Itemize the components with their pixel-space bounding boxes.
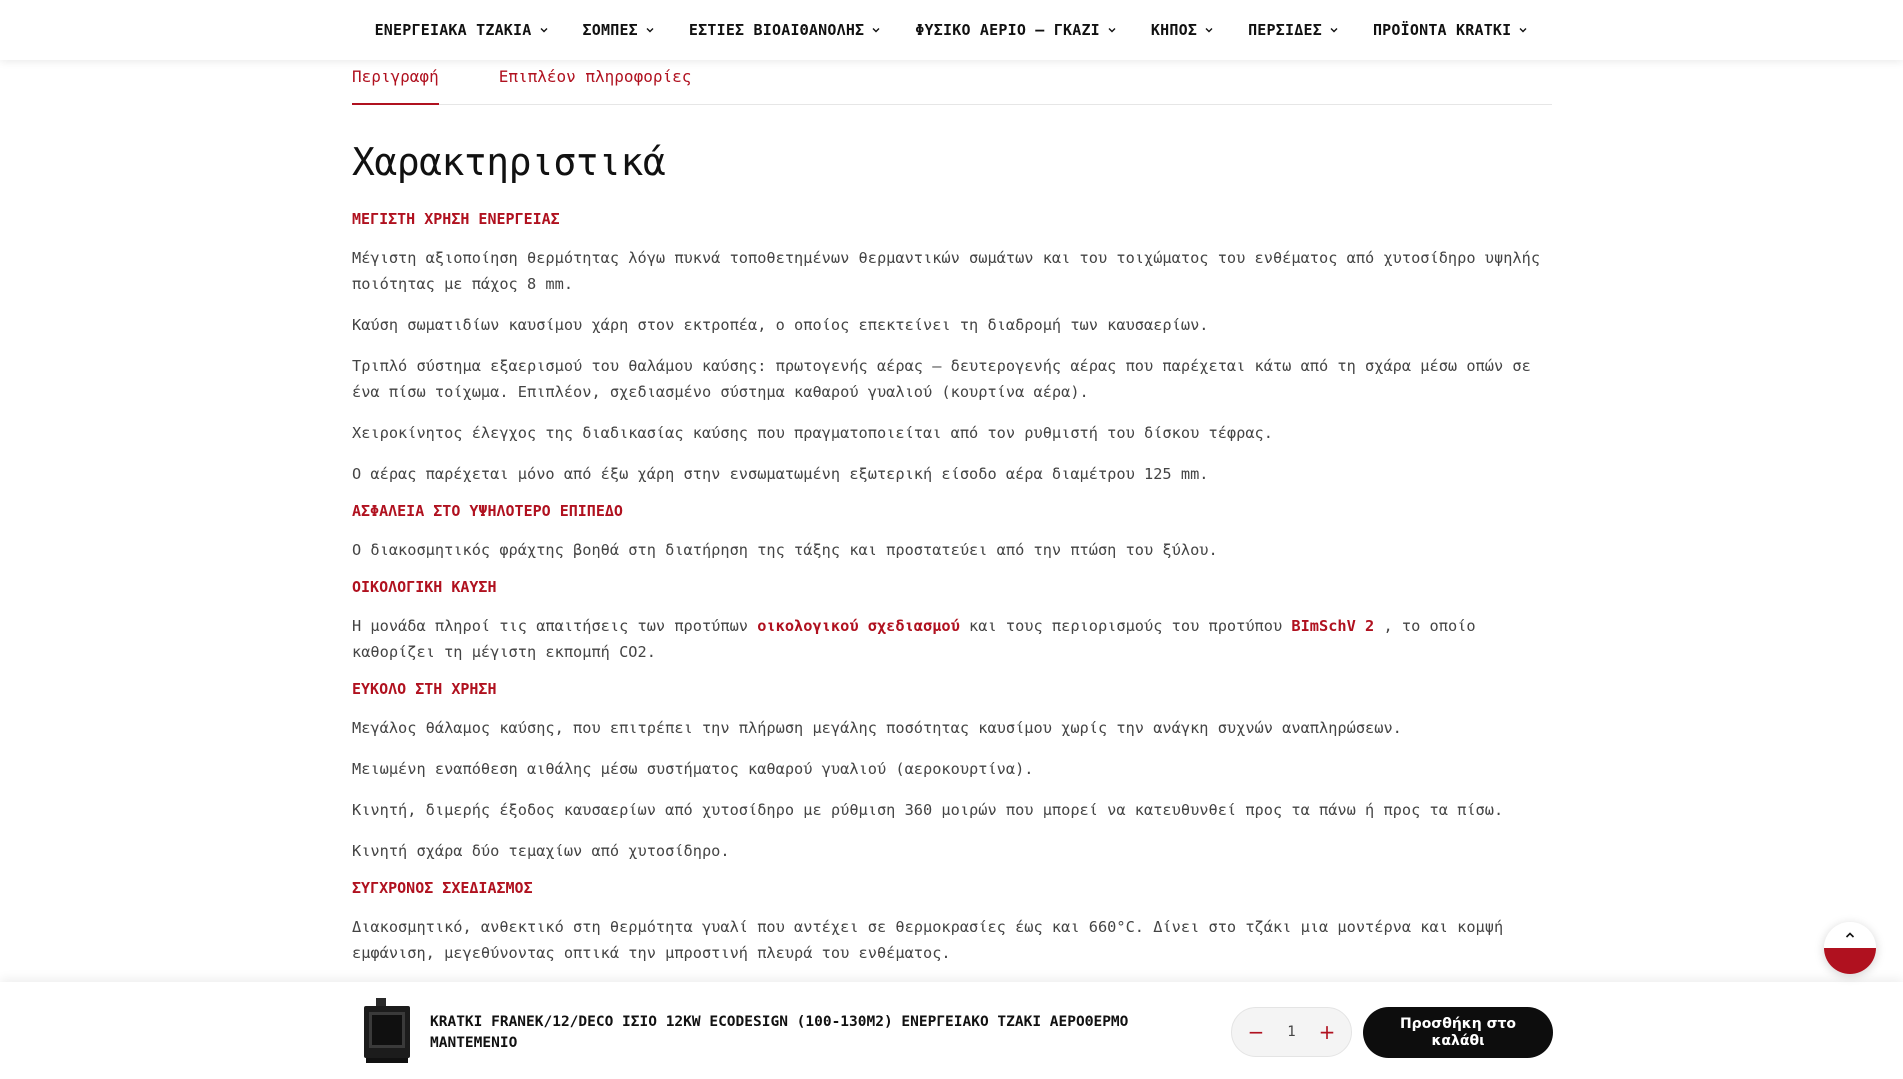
bimschv-link[interactable]: BImSchV 2 [1291,617,1375,635]
paragraph: Καύση σωματιδίων καυσίμου χάρη στον εκτροπέα, ο οποίος επεκτείνει τη διαδρομή των καυσαερίων. [352,316,1209,334]
nav-item-stoves[interactable] [566,21,672,39]
sticky-add-to-cart-bar [0,982,1903,1079]
paragraph: Κινητή, διμερής έξοδος καυσαερίων από χυτοσίδηρο με ρύθμιση 360 μοιρών που μπορεί να κατευθυνθεί προς τα πάνω ή προς τα πίσω. [352,801,1504,819]
chevron-down-icon [1204,25,1214,35]
nav-item-bioethanol[interactable] [672,21,898,39]
text-segment: και τους περιορισμούς του προτύπου [959,617,1292,635]
quantity-input[interactable] [1277,1024,1307,1040]
decrease-quantity-button[interactable]: − [1247,1020,1265,1044]
paragraph: Ο αέρας παρέχεται μόνο από έξω χάρη στην ενσωματωμένη εξωτερική είσοδο αέρα διαμέτρου 125 mm. [352,465,1209,483]
paragraph: Διακοσμητικό, ανθεκτικό στη θερμότητα γυαλί που αντέχει σε θερμοκρασίες έως και 660°C. Δίνει στο τζάκι μια μοντέρνα και κομψή εμφάνιση, μεγεθύνοντας οπτικά την μπροστινή πλευρά του ενθέματος. [352,918,1504,962]
paragraph-ecodesign [352,613,1552,665]
nav-item-label: ΕΝΕΡΓΕΙΑΚΑ ΤΖΑΚΙΑ [374,21,532,39]
section-title-energy: ΜΕΓΙΣΤΗ ΧΡΗΣΗ ΕΝΕΡΓΕΙΑΣ [352,210,560,228]
chevron-down-icon [1518,25,1528,35]
paragraph: Μεγάλος θάλαμος καύσης, που επιτρέπει την πλήρωση μεγάλης ποσότητας καυσίμου χωρίς την ανάγκη συχνών αναπληρώσεων. [352,719,1402,737]
nav-item-label: ΚΗΠΟΣ [1150,21,1198,39]
paragraph: Τριπλό σύστημα εξαερισμού του θαλάμου καύσης: πρωτογενής αέρας – δευτερογενής αέρας που παρέχεται κάτω από τη σχάρα μέσω οπών σε ένα πίσω τοίχωμα. Επιπλέον, σχεδιασμένο σύστημα καθαρού γυαλιού (κουρτίνα αέρα). [352,357,1531,401]
nav-item-energy-fireplaces[interactable] [358,21,566,39]
chevron-down-icon [1329,25,1339,35]
section-title-easy-use: ΕΥΚΟΛΟ ΣΤΗ ΧΡΗΣΗ [352,680,497,698]
section-title-safety: ΑΣΦΑΛΕΙΑ ΣΤΟ ΥΨΗΛΟΤΕΡΟ ΕΠΙΠΕΔΟ [352,502,623,520]
nav-item-label: ΠΕΡΣΙΔΕΣ [1248,21,1322,39]
nav-item-blinds[interactable] [1231,21,1356,39]
product-thumbnail [358,996,416,1064]
add-to-cart-button[interactable]: Προσθήκη στο καλάθι [1363,1007,1553,1058]
paragraph: Ο διακοσμητικός φράχτης βοηθά στη διατήρηση της τάξης και προστατεύει από την πτώση του ξύλου. [352,541,1218,559]
quantity-stepper [1231,1007,1352,1057]
chevron-down-icon [645,25,655,35]
paragraph: Χειροκίνητος έλεγχος της διαδικασίας καύσης που πραγματοποιείται από τον ρυθμιστή του δίσκου τέφρας. [352,424,1273,442]
section-title-modern-design: ΣΥΓΧΡΟΝΟΣ ΣΧΕΔΙΑΣΜΟΣ [352,879,533,897]
text-segment: , το οποίο καθορίζει τη μέγιστη εκπομπή CO2. [352,617,1476,661]
increase-quantity-button[interactable]: + [1318,1020,1336,1044]
chevron-up-icon [1844,929,1856,941]
ecodesign-link[interactable]: οικολογικού σχεδιασμού [757,617,960,635]
paragraph: Μειωμένη εναπόθεση αιθάλης μέσω συστήματος καθαρού γυαλιού (αεροκουρτίνα). [352,760,1034,778]
chevron-down-icon [871,25,881,35]
main-navigation [0,0,1903,60]
paragraph: Μέγιστη αξιοποίηση θερμότητας λόγω πυκνά τοποθετημένων θερμαντικών σωμάτων και του τοιχώματος του ενθέματος από χυτοσίδηρο υψηλής ποιότητας με πάχος 8 mm. [352,249,1541,293]
product-tabs [352,60,1552,105]
nav-item-kratki-products[interactable] [1356,21,1545,39]
section-title-ecological: ΟΙΚΟΛΟΓΙΚΗ ΚΑΥΣΗ [352,578,497,596]
nav-item-label: ΠΡΟΪΟΝΤΑ KRATKI [1372,21,1512,39]
nav-list [358,21,1546,39]
nav-item-garden[interactable] [1134,21,1231,39]
tab-additional-info[interactable]: Επιπλέον πληροφορίες [498,67,692,86]
paragraph: Κινητή σχάρα δύο τεμαχίων από χυτοσίδηρο. [352,842,730,860]
nav-item-label: ΕΣΤΙΕΣ ΒΙΟΑΙΘΑΝΟΛΗΣ [688,21,865,39]
text-segment: Η μονάδα πληροί τις απαιτήσεις των προτύπων [352,617,758,635]
chevron-down-icon [1107,25,1117,35]
description-content [352,140,1552,981]
product-title: KRATKI FRANEK/12/DECO ΙΣΙΟ 12KW ECODESIGN (100-130M2) ΕΝΕΡΓΕΙΑΚΟ ΤΖΑΚΙ ΑΕΡΟΘΕΡΜΟ ΜΑΝΤΕΜΕΝΙΟ [430,1014,1129,1051]
page-title: Χαρακτηριστικά [352,140,666,184]
chevron-down-icon [539,25,549,35]
back-to-top-button[interactable] [1824,922,1876,974]
nav-item-label: ΣΟΜΠΕΣ [582,21,638,39]
nav-item-natural-gas[interactable] [898,21,1134,39]
tab-description[interactable]: Περιγραφή [352,60,439,105]
nav-item-label: ΦΥΣΙΚΟ ΑΕΡΙΟ – ΓΚΑΖΙ [915,21,1100,39]
